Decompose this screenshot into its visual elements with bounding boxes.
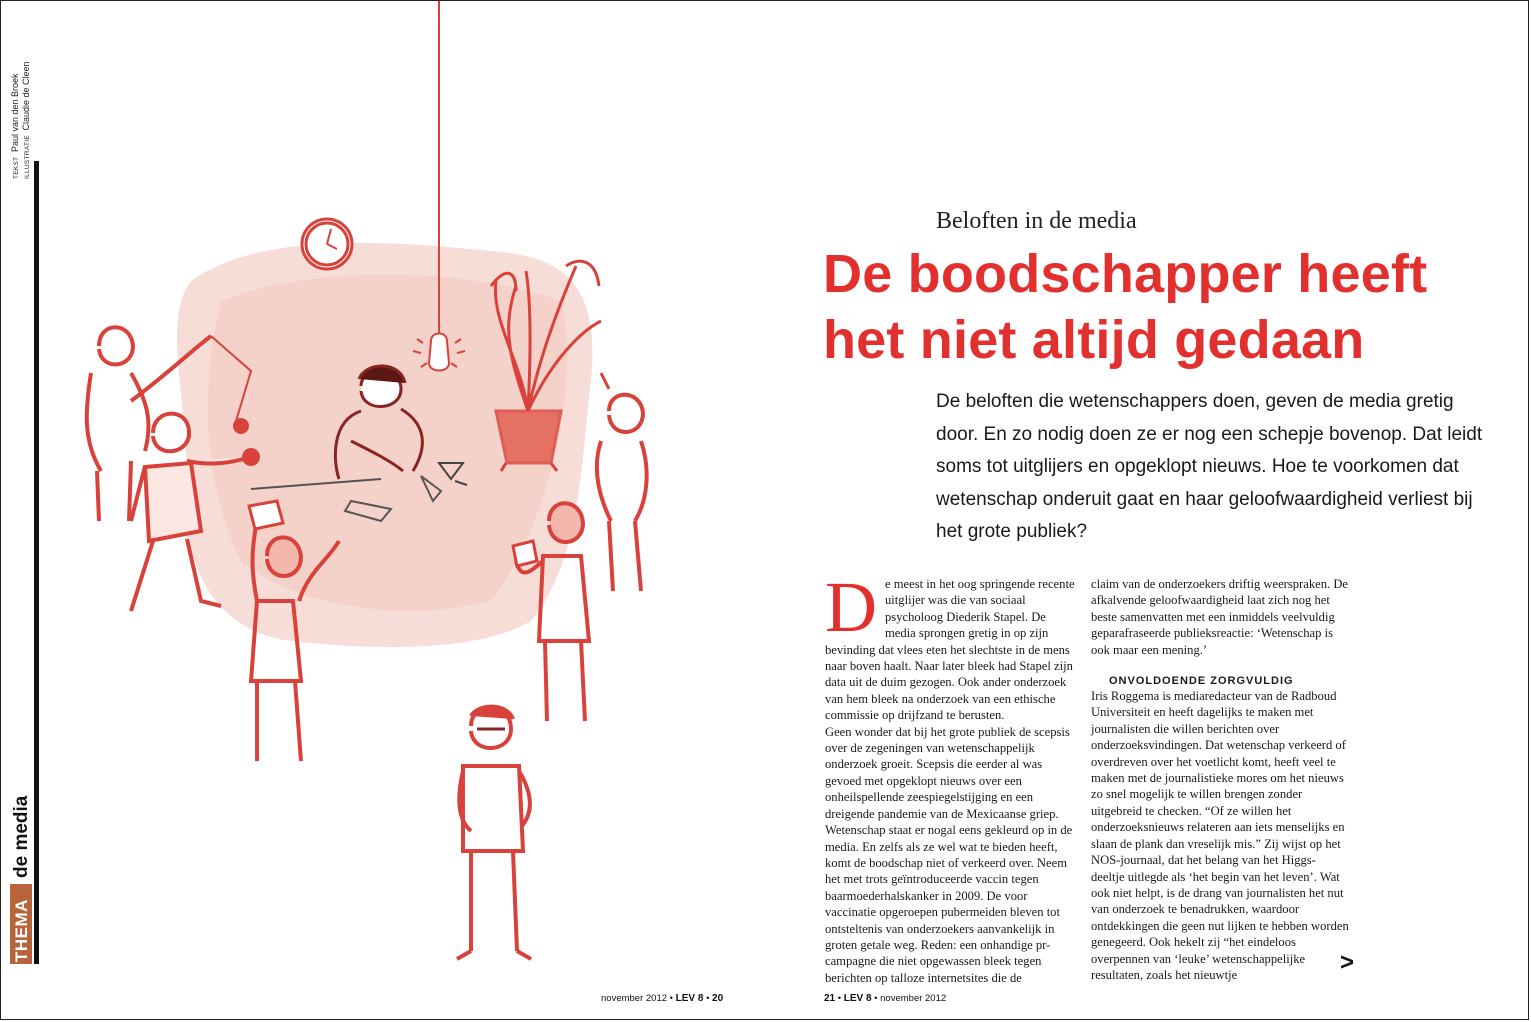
paragraph-4: Iris Roggema is mediaredacteur van de Radboud Universiteit en heeft dagelijks te maken met journalisten die willen berichten over onderzoeksvindingen. Dat wetenschap verkeerd of overdreven over het voetlicht komt, heeft veel te maken met de journalistieke mores om het nieuws zo snel mogelijk te willen brengen zonder uitgebreid te checken. “Of ze willen het onderzoeksnieuws relateren aan iets menselijks en slaan de plank dan vreselijk mis.” Zij wijst op het NOS-journaal, dat het belang van het Higgs-deeltje uitlegde als ‘het begin van het leven’. Wat ook niet helpt, is de drang van journalisten het nut van onderzoek te benadrukken, waardoor ontdekkingen die geen nut lijken te hebben worden genegeerd. Ook hekelt zij “het eindeloos overpennen van ‘leuke’ wetenschappelijke resultaten, zoals het nieuwtje	[1091, 689, 1349, 982]
folio-left-mag: LEV 8	[675, 993, 704, 1004]
section-subhead: ONVOLDOENDE ZORGVULDIG	[1109, 675, 1294, 688]
section-rule	[34, 161, 39, 964]
headline-line-1: De boodschapper heeft	[823, 244, 1428, 304]
folio-right	[824, 993, 946, 1004]
paragraph-2: Geen wonder dat bij het grote publiek de scepsis over de zegeningen van wetenschappelijk onderzoek groeit. Scepsis die eerder al was gevoed met opgeklopt nieuws over een onheilspellende zeespiegelstijging en een dreigende pandemie van de Mexicaanse griep. Wetenschap staat er nogal eens gekleurd op in de media. En zelfs als ze wel wat te bieden heeft, komt de boodschap niet of verkeerd over. Neem het met trots geïntroduceerde vaccin tegen baarmoederhalskanker in 2009. De voor vaccinatie opgeroepen pubermeiden bleven tot ontsteltenis van onderzoekers aanvankelijk in groten getale weg. Reden: een onhandige pr-campagne die niet opgewassen bleek tegen berichten op talloze internetsites die de	[825, 724, 1073, 985]
folio-separator: •	[669, 993, 673, 1004]
folio-left-page: 20	[712, 993, 724, 1004]
folio-separator: •	[874, 993, 878, 1004]
paragraph-1-text: e meest in het oog springende recente uitglijer was die van sociaal psycholoog Diederik Stapel. De media sprongen gretig in op zijn bevinding dat vlees eten het slechtste in de mens naar boven haalt. Naar later bleek had Stapel zijn data uit de duim gezogen. Ook ander onderzoek van hem bleek na onderzoek van een ethische commissie op drijfzand te berusten.	[825, 577, 1075, 723]
folio-right-date: november 2012	[880, 993, 947, 1004]
body-column-2	[1091, 576, 1349, 983]
article-lead: De beloften die wetenschappers doen, geven de media gretig door. En zo nodig doen ze er nog een schepje bovenop. Dat leidt soms tot uitglijers en opgeklopt nieuws. Hoe te voorkomen dat wetenschap onderuit gaat en haar geloofwaardigheid verliest bij het grote publiek?	[936, 391, 1483, 542]
thema-tab	[10, 884, 32, 964]
figure-bottom-man	[457, 707, 531, 959]
article-headline	[823, 241, 1513, 373]
text-credit-author: Paul van den Broek	[10, 73, 20, 153]
illustration-credit-label: ILLUSTRATIE	[24, 135, 31, 179]
continue-arrow-icon: >	[1340, 949, 1355, 976]
folio-separator: •	[837, 993, 842, 1004]
section-topic-label: de media	[11, 795, 32, 878]
section-topic	[10, 781, 32, 881]
article-kicker: Beloften in de media	[936, 208, 1137, 234]
headline-line-2: het niet altijd gedaan	[823, 310, 1365, 370]
illustration-credit	[21, 61, 31, 179]
illustration	[61, 1, 741, 981]
thema-label: THEMA	[12, 899, 31, 962]
illustration-credit-author: Claudie de Cleen	[21, 61, 31, 131]
folio-right-page: 21	[824, 993, 836, 1004]
folio-right-mag: LEV 8	[843, 993, 872, 1004]
figure-right-phone	[597, 373, 647, 591]
folio-separator: •	[706, 993, 710, 1004]
folio-left-date: november 2012	[601, 993, 668, 1004]
text-credit-label: TEKST	[13, 156, 20, 179]
text-credit	[10, 73, 20, 179]
credits	[9, 61, 33, 181]
body-column-1	[825, 567, 1077, 986]
folio-left	[601, 993, 723, 1004]
wall-clock	[302, 219, 352, 269]
drop-cap: D	[825, 567, 877, 647]
paragraph-1	[825, 567, 1077, 724]
paragraph-3: claim van de onderzoekers driftig weerspraken. De afkalvende geloofwaardigheid laat zich nog het beste samenvatten met een inmiddels veelvuldig geparafraseerde publieksreactie: ‘Wetenschap is ook maar een mening.’	[1091, 577, 1349, 657]
